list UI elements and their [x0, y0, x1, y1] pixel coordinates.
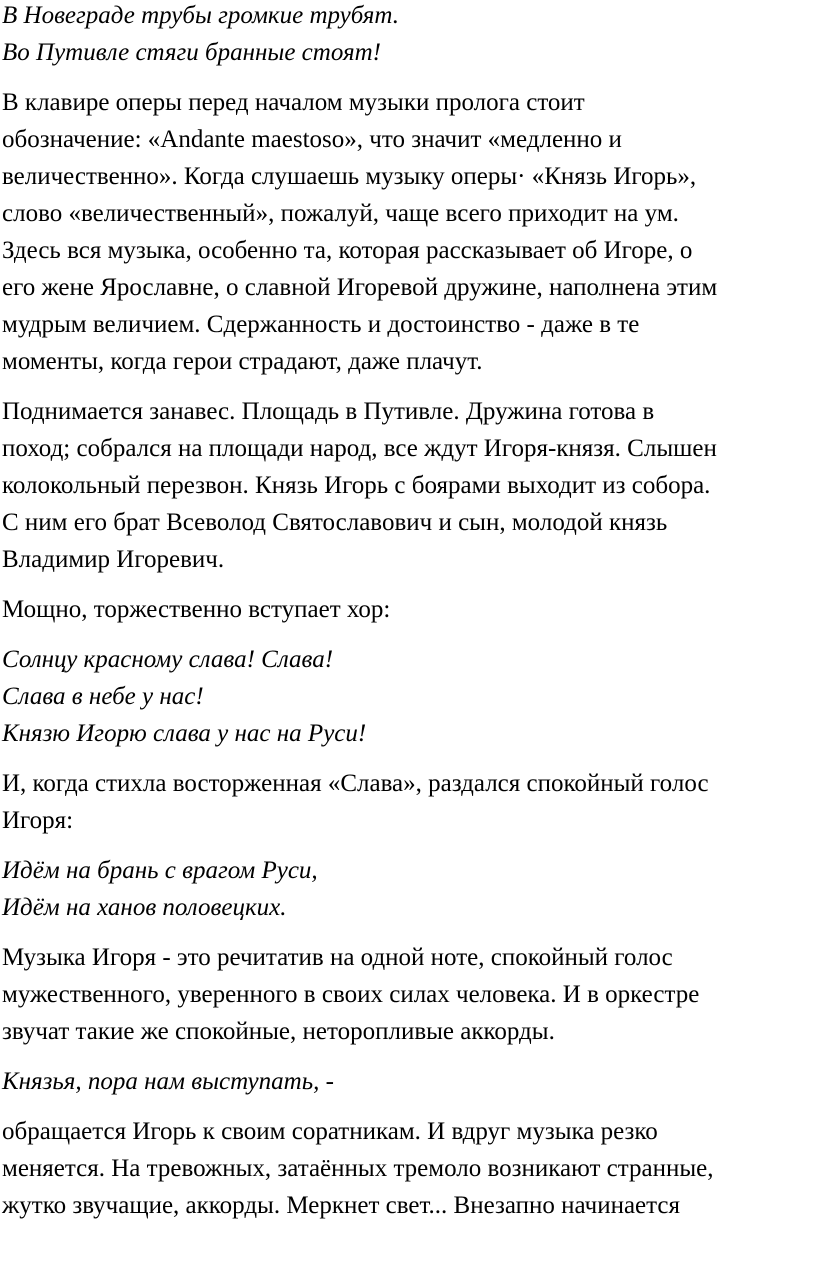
text-line: моменты, когда герои страдают, даже плачут. [2, 348, 483, 375]
text-line: Музыка Игоря - это речитатив на одной ноте, спокойный голос [2, 944, 673, 971]
document-page [2, 0, 812, 1224]
text-line: Игоря: [2, 807, 74, 834]
text-line: Поднимается занавес. Площадь в Путивле. Дружина готова в [2, 398, 655, 425]
verse-tail: - [319, 1068, 334, 1095]
verse-line: В Новеграде трубы громкие трубят. [2, 2, 399, 29]
verse-line: Солнцу красному слава! Слава! [2, 646, 334, 673]
text-line: Здесь вся музыка, особенно та, которая рассказывает об Игоре, о [2, 237, 693, 264]
text-line: И, когда стихла восторженная «Слава», раздался спокойный голос [2, 770, 709, 797]
paragraph-1 [2, 84, 812, 380]
verse-3 [2, 852, 812, 926]
text-line: С ним его брат Всеволод Святославович и сын, молодой князь [2, 509, 668, 536]
text-line: жутко звучащие, аккорды. Меркнет свет... Внезапно начинается [2, 1192, 680, 1219]
verse-italic-text: Князья, пора нам выступать, [2, 1068, 320, 1095]
paragraph-6 [2, 1113, 812, 1224]
text-line: его жене Ярославне, о славной Игоревой дружине, наполнена этим [2, 274, 718, 301]
text-line: Владимир Игоревич. [2, 546, 225, 573]
text-line: поход; собрался на площади народ, все ждут Игоря-князя. Слышен [2, 435, 717, 462]
text-line: Мощно, торжественно вступает хор: [2, 596, 391, 623]
verse-line: Во Путивле стяги бранные стоят! [2, 39, 382, 66]
text-line: обращается Игорь к своим соратникам. И вдруг музыка резко [2, 1118, 658, 1145]
text-line: звучат такие же спокойные, неторопливые аккорды. [2, 1018, 555, 1045]
verse-line: Слава в небе у нас! [2, 683, 204, 710]
paragraph-5 [2, 939, 812, 1050]
verse-1 [2, 0, 812, 71]
text-line: меняется. На тревожных, затаённых тремоло возникают странные, [2, 1155, 714, 1182]
verse-line: Идём на брань с врагом Руси, [2, 857, 318, 884]
paragraph-4 [2, 765, 812, 839]
verse-4 [2, 1063, 812, 1100]
text-line: мужественного, уверенного в своих силах человека. И в оркестре [2, 981, 700, 1008]
text-line: колокольный перезвон. Князь Игорь с боярами выходит из собора. [2, 472, 711, 499]
text-line: величественно». Когда слушаешь музыку оперы· «Князь Игорь», [2, 163, 697, 190]
text-line: В клавире оперы перед началом музыки пролога стоит [2, 89, 585, 116]
paragraph-2 [2, 393, 812, 578]
verse-line: Идём на ханов половецких. [2, 894, 287, 921]
verse-2 [2, 641, 812, 752]
paragraph-3 [2, 591, 812, 628]
text-line: слово «величественный», пожалуй, чаще всего приходит на ум. [2, 200, 679, 227]
text-line: обозначение: «Andante maestoso», что значит «медленно и [2, 126, 622, 153]
text-line: мудрым величием. Сдержанность и достоинство - даже в те [2, 311, 640, 338]
verse-line: Князю Игорю слава у нас на Руси! [2, 720, 367, 747]
verse-line [2, 1063, 812, 1100]
